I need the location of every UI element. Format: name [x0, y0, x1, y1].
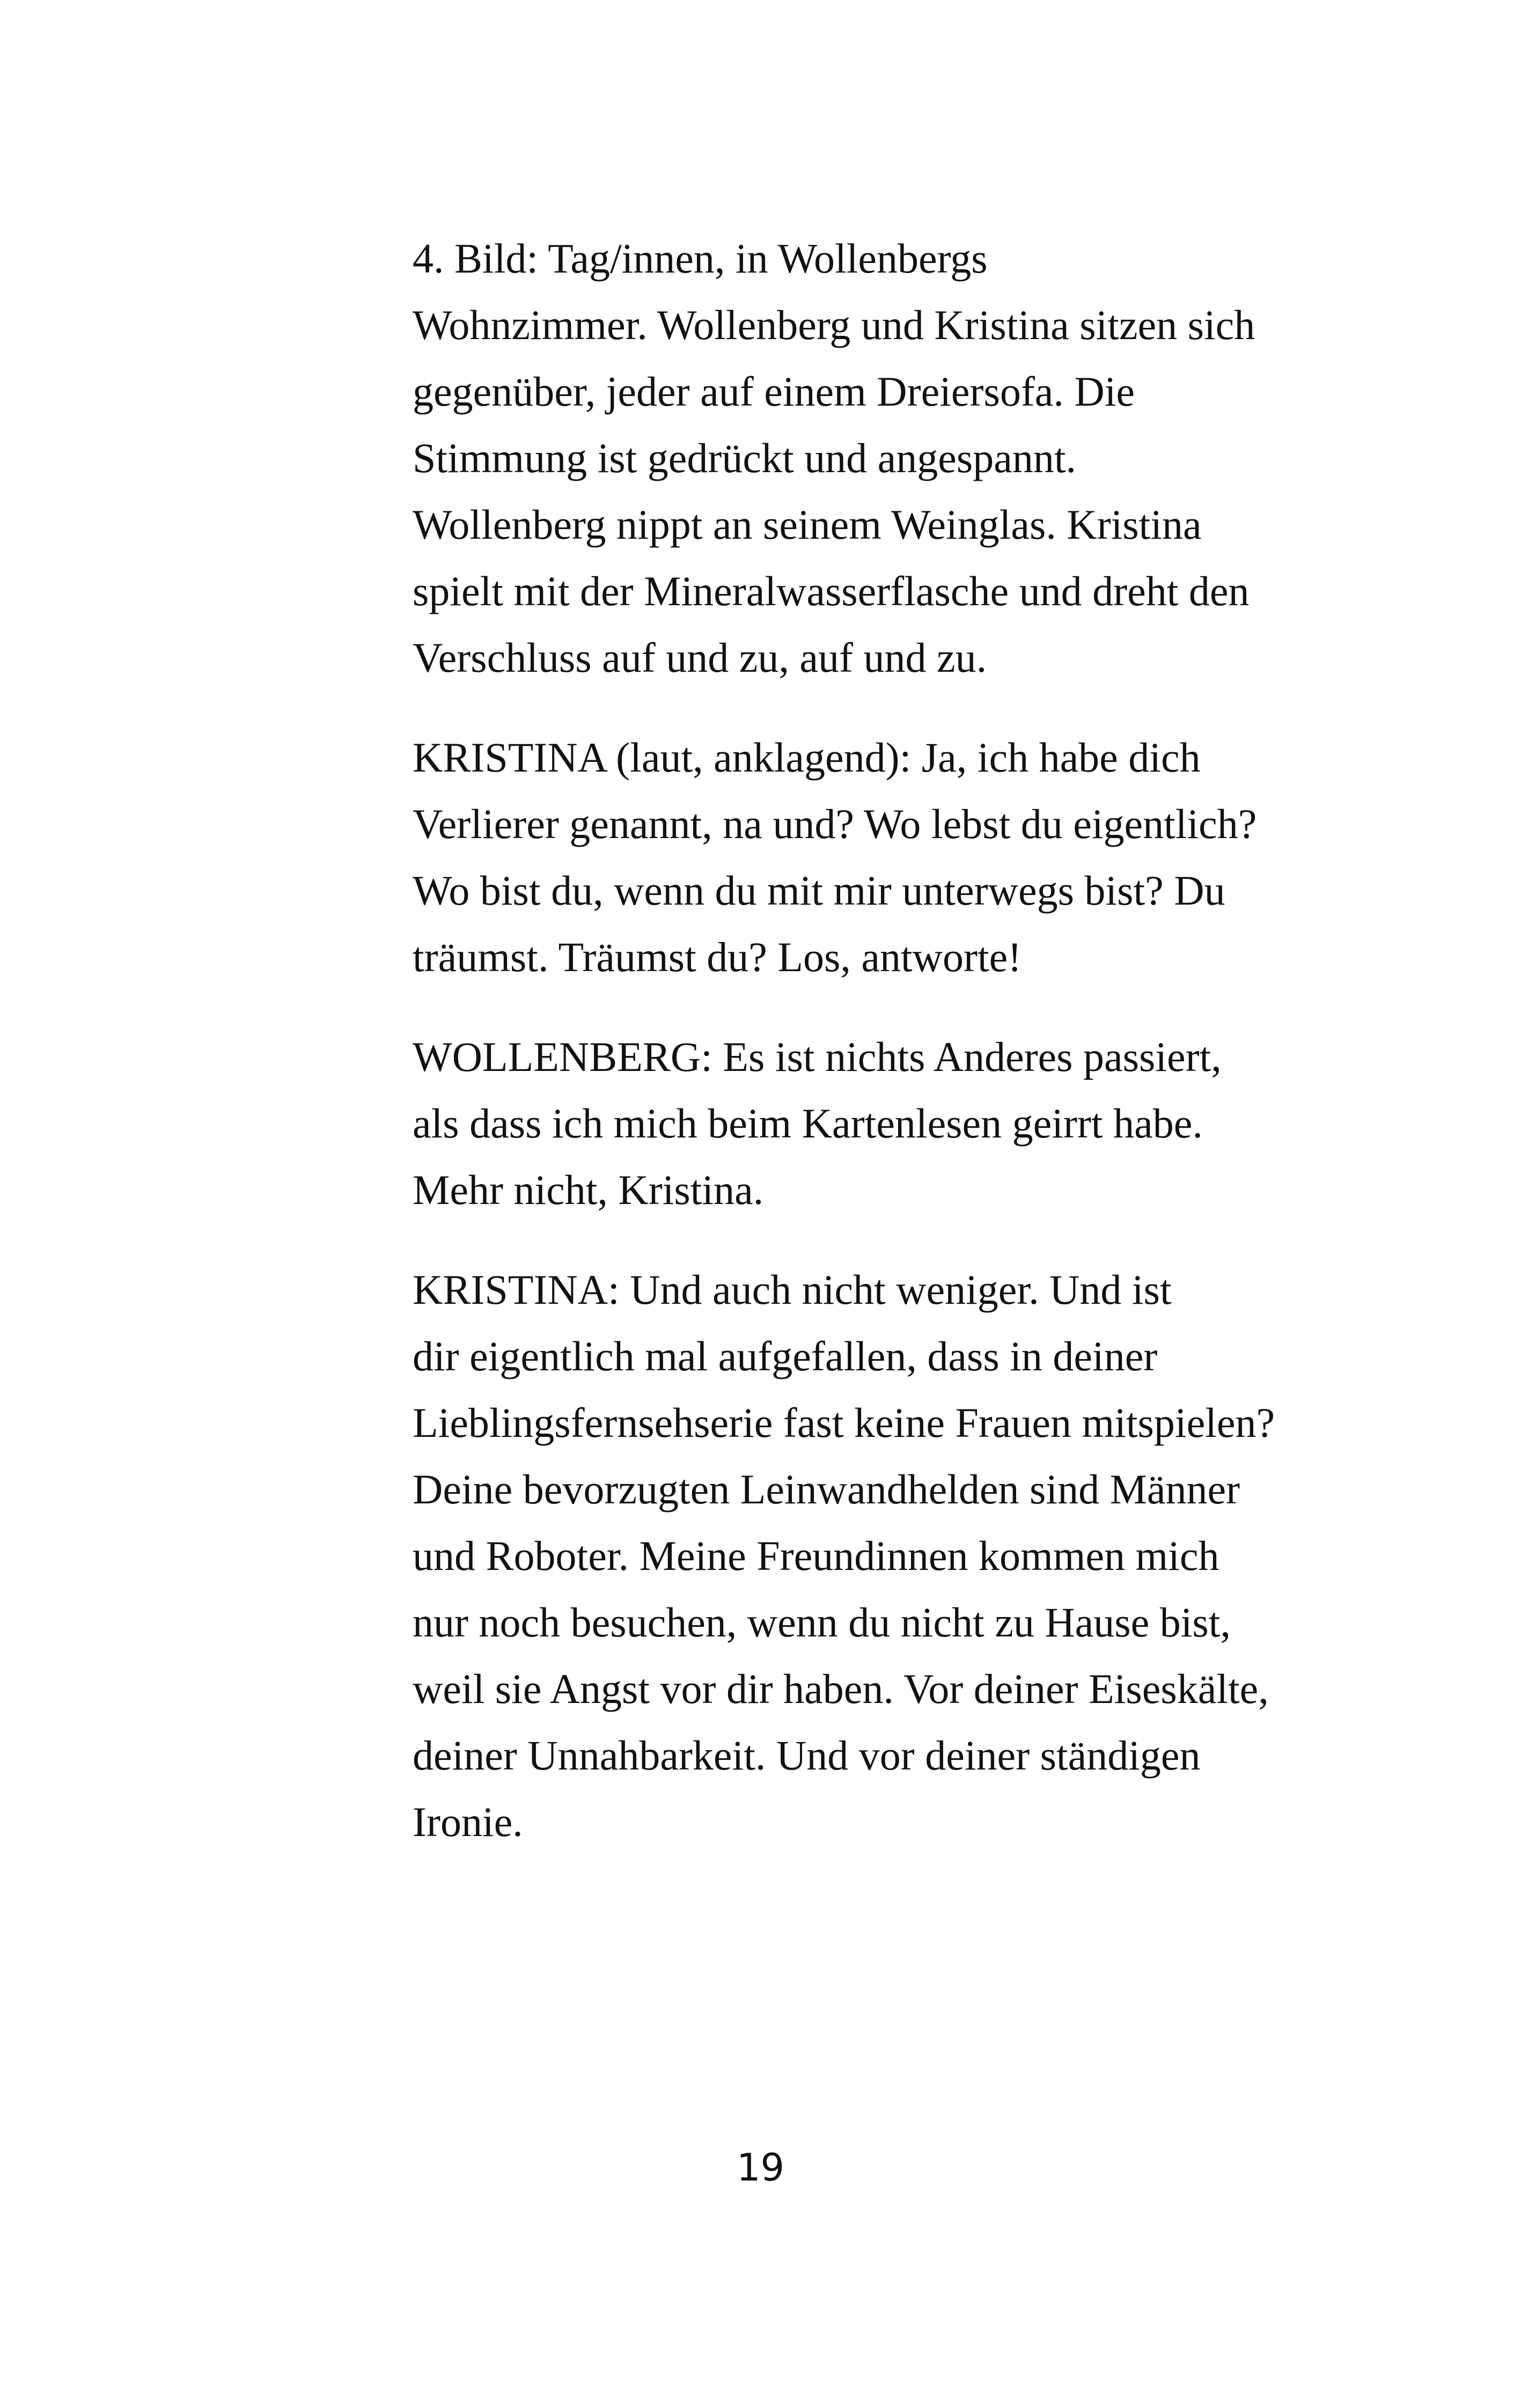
- text-line: Wollenberg nippt an seinem Weinglas. Kristina: [413, 501, 1202, 548]
- text-line: Wo bist du, wenn du mit mir unterwegs bist? Du: [413, 867, 1225, 914]
- text-line: Mehr nicht, Kristina.: [413, 1166, 764, 1213]
- text-line: weil sie Angst vor dir haben. Vor deiner Eiseskälte,: [413, 1665, 1269, 1712]
- text-line: 4. Bild: Tag/innen, in Wollenbergs: [413, 235, 988, 282]
- text-line: Deine bevorzugten Leinwandhelden sind Männer: [413, 1466, 1240, 1513]
- dialogue-paragraph: [351, 1024, 1339, 1223]
- text-line: und Roboter. Meine Freundinnen kommen mich: [413, 1532, 1219, 1579]
- text-line: spielt mit der Mineralwasserflasche und dreht den: [413, 568, 1250, 614]
- text-line: träumst. Träumst du? Los, antworte!: [413, 934, 1022, 980]
- text-line: Wohnzimmer. Wollenberg und Kristina sitzen sich: [413, 302, 1255, 348]
- body-text: [351, 225, 1339, 1889]
- dialogue-paragraph: [351, 724, 1339, 990]
- text-line: gegenüber, jeder auf einem Dreiersofa. Die: [413, 368, 1135, 415]
- text-line: Ironie.: [413, 1798, 523, 1845]
- text-line: WOLLENBERG: Es ist nichts Anderes passiert,: [413, 1033, 1222, 1080]
- text-line: KRISTINA: Und auch nicht weniger. Und ist: [413, 1266, 1172, 1313]
- text-line: Verlierer genannt, na und? Wo lebst du eigentlich?: [413, 801, 1257, 847]
- text-line: KRISTINA (laut, anklagend): Ja, ich habe dich: [413, 734, 1201, 781]
- text-line: Stimmung ist gedrückt und angespannt.: [413, 435, 1077, 481]
- text-line: Verschluss auf und zu, auf und zu.: [413, 634, 987, 681]
- text-line: nur noch besuchen, wenn du nicht zu Hause bist,: [413, 1599, 1231, 1646]
- stage-direction-paragraph: [351, 225, 1339, 691]
- text-line: deiner Unnahbarkeit. Und vor deiner ständigen: [413, 1732, 1201, 1779]
- page-number: 19: [736, 2146, 785, 2190]
- text-line: als dass ich mich beim Kartenlesen geirrt habe.: [413, 1100, 1203, 1147]
- text-line: Lieblingsfernsehserie fast keine Frauen mitspielen?: [413, 1399, 1275, 1446]
- dialogue-paragraph: [351, 1257, 1339, 1855]
- text-line: dir eigentlich mal aufgefallen, dass in deiner: [413, 1333, 1158, 1379]
